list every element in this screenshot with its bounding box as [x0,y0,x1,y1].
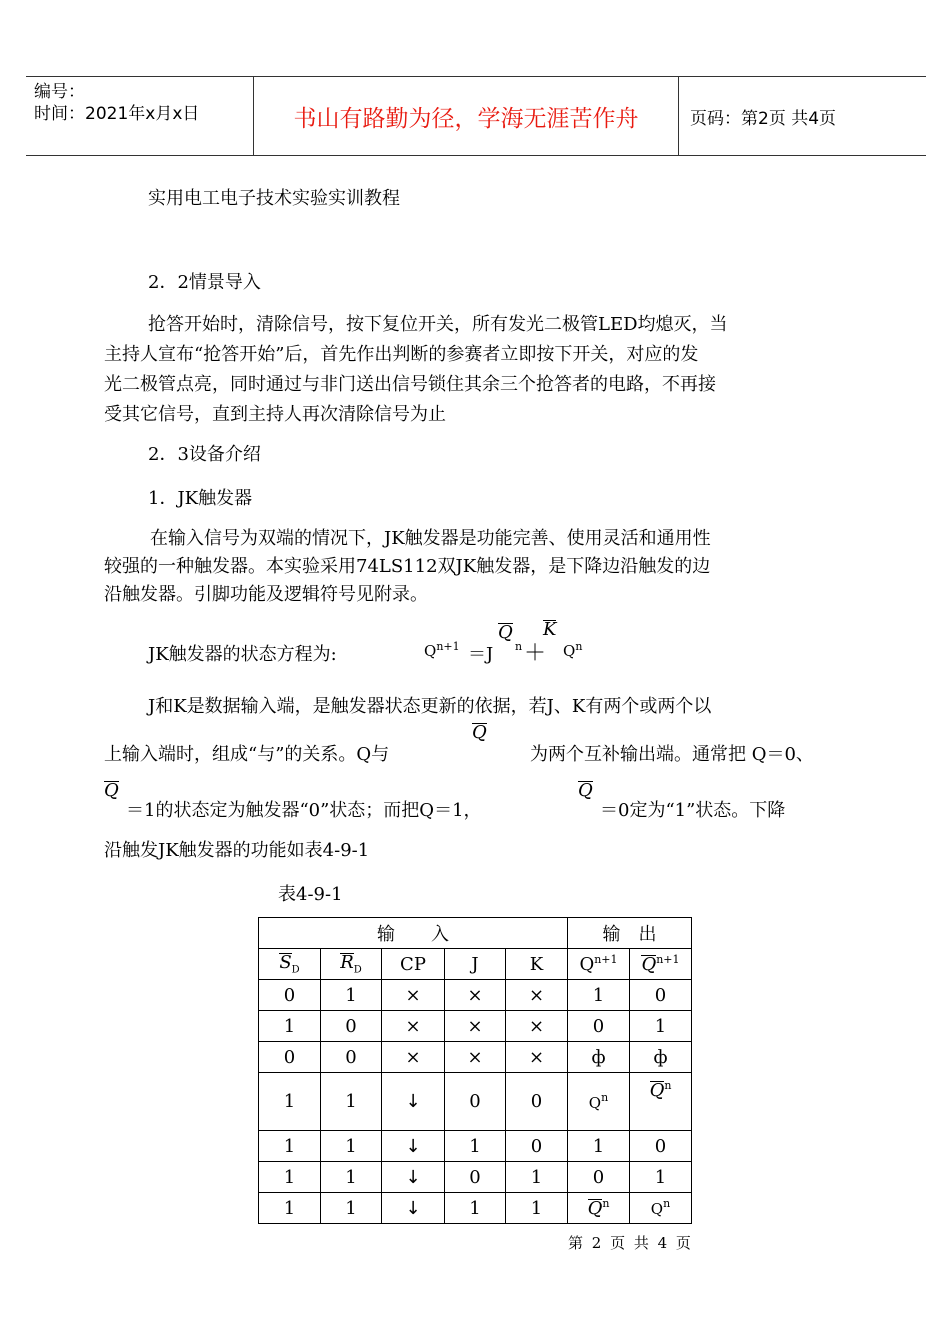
table-row [259,1073,692,1131]
cell-j: × [445,1042,506,1073]
cell-q: 1 [568,980,630,1011]
header-motto: 书山有路勤为径，学海无涯苦作舟 [293,106,639,132]
cell-qbar: $Q^n$ [630,1193,692,1224]
cell-j: 0 [445,1073,506,1131]
paragraph-line: ＝1的状态定为触发器“0”状态；而把Q＝1， [126,800,482,821]
page-footer: 第 2 页 共 4 页 [568,1234,691,1252]
q-bar-symbol: Q [104,780,119,801]
q-bar-symbol: Q [578,780,593,801]
cell-k: 0 [506,1131,568,1162]
paragraph-line: 较强的一种触发器。本实验采用74LS112双JK触发器，是下降边沿触发的边 [104,556,711,577]
header-page-info: 页码：第2页 共4页 [690,109,837,129]
cell-rd: 1 [321,1073,382,1131]
paragraph-line: 为两个互补输出端。通常把 Q＝0、 [530,744,814,765]
cell-q: $Q^n$ [568,1193,630,1224]
q-bar-symbol: Q [472,722,487,743]
cell-k: × [506,980,568,1011]
cell-cp: ↓ [382,1073,445,1131]
equation-eq: ＝J [468,644,494,665]
equation-rhs: $Q^n$ [563,640,583,660]
table-row [259,980,692,1011]
paragraph-line: 上输入端时，组成“与”的关系。Q与 [104,744,390,765]
cell-j: 0 [445,1162,506,1193]
cell-sd: 1 [259,1011,321,1042]
cell-rd: 1 [321,1162,382,1193]
cell-q: $Q^n$ [568,1073,630,1131]
cell-rd: 0 [321,1011,382,1042]
table-header-q: $Q^{n+1}$ [568,949,630,980]
cell-cp: × [382,980,445,1011]
equation-plus: ＋ [524,641,547,666]
header-divider [678,77,679,156]
cell-q: 0 [568,1011,630,1042]
cell-rd: 1 [321,1131,382,1162]
cell-qbar: $Q^n$ [630,1073,692,1131]
equation-label: JK触发器的状态方程为: [148,644,337,665]
paragraph-line: 沿触发器。引脚功能及逻辑符号见附录。 [104,584,428,605]
cell-sd: 1 [259,1162,321,1193]
paragraph-line: 抢答开始时，清除信号，按下复位开关，所有发光二极管LED均熄灭，当 [148,314,728,335]
table-row [259,1042,692,1073]
paragraph-line: J和K是数据输入端，是触发器状态更新的依据，若J、K有两个或两个以 [148,696,712,717]
header-number: 编号： [34,82,85,102]
paragraph-line: 受其它信号，直到主持人再次清除信号为止 [104,404,446,425]
paragraph-line: 沿触发JK触发器的功能如表4-9-1 [104,840,370,861]
cell-k: × [506,1042,568,1073]
cell-cp: ↓ [382,1131,445,1162]
cell-rd: 1 [321,980,382,1011]
paragraph-line: ＝0定为“1”状态。下降 [600,800,786,821]
table-header-j: J [445,949,506,980]
cell-sd: 0 [259,980,321,1011]
table-row [259,1162,692,1193]
cell-qbar: 0 [630,1131,692,1162]
cell-q: ф [568,1042,630,1073]
cell-qbar: 0 [630,980,692,1011]
cell-cp: ↓ [382,1162,445,1193]
page-header [26,76,926,156]
table-group-input: 输 入 [259,918,568,949]
cell-rd: 1 [321,1193,382,1224]
table-header-cp: CP [382,949,445,980]
table-row [259,1193,692,1224]
cell-j: × [445,980,506,1011]
truth-table [258,917,692,1224]
sub-heading-jk: 1．JK触发器 [148,488,253,509]
table-header-rd: $R_D$ [321,949,382,980]
equation-n: n [515,640,523,653]
cell-rd: 0 [321,1042,382,1073]
cell-qbar: 1 [630,1162,692,1193]
cell-sd: 1 [259,1193,321,1224]
header-time: 时间：2021年x月x日 [34,104,200,124]
table-row [259,1131,692,1162]
cell-j: 1 [445,1131,506,1162]
cell-k: × [506,1011,568,1042]
table-group-output: 输 出 [568,918,692,949]
table-header-sd: $S_D$ [259,949,321,980]
table-header-k: K [506,949,568,980]
cell-k: 0 [506,1073,568,1131]
section-heading-2-3: 2．3设备介绍 [148,444,261,465]
equation-lhs: $Q^{n+1}$ [424,640,460,660]
table-caption: 表4-9-1 [278,884,343,905]
cell-qbar: 1 [630,1011,692,1042]
equation-qbar: Q [498,622,513,643]
cell-q: 1 [568,1131,630,1162]
cell-cp: ↓ [382,1193,445,1224]
cell-cp: × [382,1011,445,1042]
cell-j: × [445,1011,506,1042]
cell-qbar: ф [630,1042,692,1073]
equation-kbar: K [543,619,557,640]
cell-q: 0 [568,1162,630,1193]
cell-sd: 1 [259,1073,321,1131]
paragraph-line: 在输入信号为双端的情况下，JK触发器是功能完善、使用灵活和通用性 [150,528,711,549]
paragraph-line: 光二极管点亮，同时通过与非门送出信号锁住其余三个抢答者的电路，不再接 [104,374,716,395]
book-title: 实用电工电子技术实验实训教程 [148,188,400,209]
cell-j: 1 [445,1193,506,1224]
section-heading-2-2: 2．2情景导入 [148,272,261,293]
cell-sd: 1 [259,1131,321,1162]
cell-k: 1 [506,1162,568,1193]
table-header-qbar: $Q^{n+1}$ [630,949,692,980]
cell-sd: 0 [259,1042,321,1073]
paragraph-line: 主持人宣布“抢答开始”后，首先作出判断的参赛者立即按下开关，对应的发 [104,344,699,365]
header-meta [34,81,259,125]
table-row [259,1011,692,1042]
cell-cp: × [382,1042,445,1073]
cell-k: 1 [506,1193,568,1224]
